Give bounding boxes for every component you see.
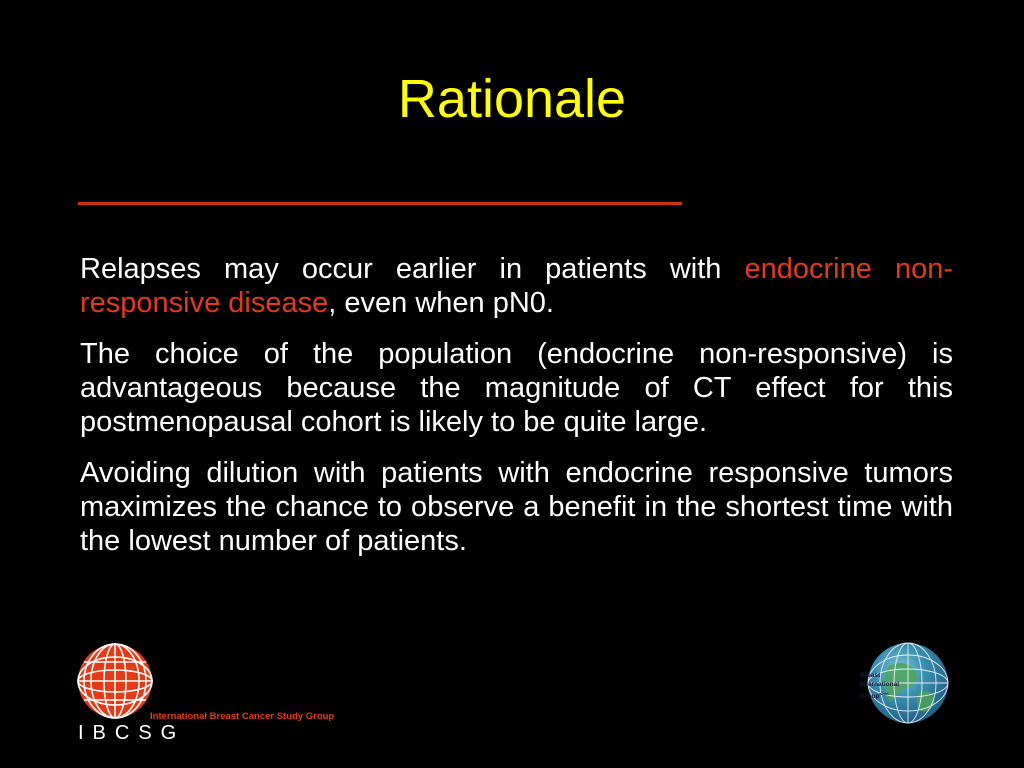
ibcsg-globe-icon (76, 642, 154, 720)
big-logo-line-international: International (860, 681, 900, 688)
big-logo-group-text: Group (860, 693, 880, 701)
paragraph-relapses-text: Relapses may occur earlier in patients with (80, 253, 745, 285)
slide-title: Rationale (397, 69, 627, 129)
big-logo (858, 642, 950, 728)
big-logo-line-breast: Breast (860, 672, 881, 679)
paragraph-avoiding-dilution: Avoiding dilution with patients with endocrine responsive tumors maximizes the chance to observe a benefit in the shortest time with the lowest number of patients. (80, 457, 953, 557)
slide-body (80, 252, 953, 575)
title-underline (78, 202, 682, 205)
highlighted-term: endocrine non-responsive disease (80, 253, 953, 319)
paragraph-population-choice: The choice of the population (endocrine non-responsive) is advantageous because the magnitude of CT effect for this postmenopausal cohort is likely to be quite large. (80, 338, 953, 438)
paragraph-relapses (80, 252, 953, 320)
ibcsg-logo (76, 642, 346, 752)
big-logo-suffix: aisbl (879, 691, 889, 696)
ibcsg-full-name: International Breast Cancer Study Group (150, 711, 335, 722)
big-logo-line-group (860, 689, 889, 701)
paragraph-relapses-tail: , even when pN0. (328, 287, 554, 319)
ibcsg-acronym: IBCSG (78, 722, 186, 744)
